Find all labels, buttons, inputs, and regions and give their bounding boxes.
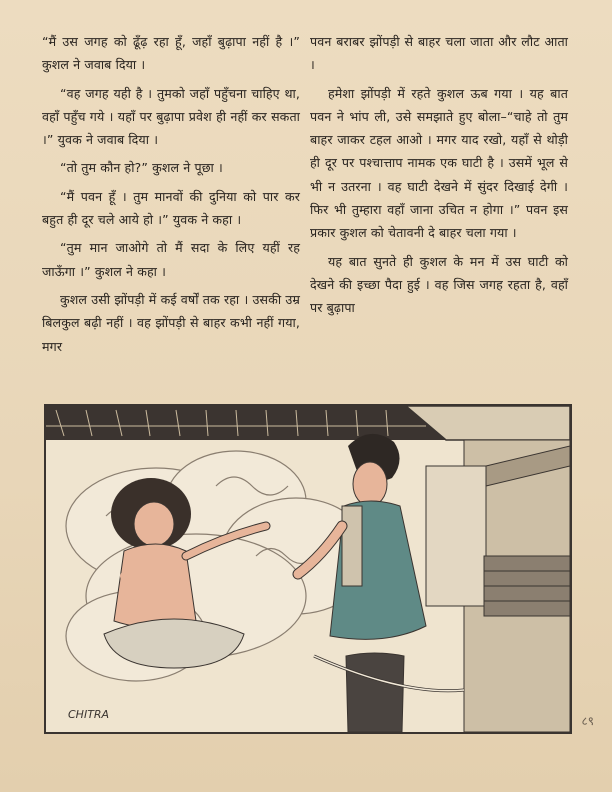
right-text-column [310,30,568,325]
paragraph: “मैं पवन हूँ । तुम मानवों की दुनिया को पार कर बहुत ही दूर चले आये हो ।” युवक ने कहा । [42,188,300,228]
story-illustration [44,404,572,734]
page-number: ८९ [581,714,594,728]
artist-signature: CHITRA [68,708,110,721]
left-text-column [42,30,300,363]
paragraph: हमेशा झोंपड़ी में रहते कुशल ऊब गया । यह बात पवन ने भांप ली, उसे समझाते हुए बोला–“चाहे तो तुम बाहर जाकर टहल आओ । मगर याद रखो, यहाँ से थोड़ी ही दूर पर पश्चात्ताप नामक एक घाटी है । उसमें भूल से भी न उतरना । वह घाटी देखने में सुंदर दिखाई देगी । फिर भी तुम्हारा वहाँ जाना उचित न होगा ।” पवन इस प्रकार कुशल को चेतावनी दे बाहर चला गया । [310,85,568,241]
paragraph: यह बात सुनते ही कुशल के मन में उस घाटी को देखने की इच्छा पैदा हुई । वह जिस जगह रहता है, वहाँ पर बुढ़ापा [310,253,568,316]
hut-interior [426,440,570,732]
paragraph: कुशल उसी झोंपड़ी में कई वर्षों तक रहा । उसकी उम्र बिलकुल बढ़ी नहीं । वह झोंपड़ी से बाहर कभी नहीं गया, मगर [42,291,300,354]
paragraph: “तो तुम कौन हो?” कुशल ने पूछा । [60,160,223,176]
paragraph: “वह जगह यही है । तुमको जहाँ पहुँचना चाहिए था, वहाँ पहुँच गये । यहाँ पर बुढ़ापा प्रवेश ही नहीं कर सकता ।” युवक ने जवाब दिया । [42,85,300,148]
paragraph: पवन बराबर झोंपड़ी से बाहर चला जाता और लौट आता । [310,34,568,73]
illustration-drawing [46,406,570,732]
paragraph: “तुम मान जाओगे तो मैं सदा के लिए यहीं रह जाऊँगा ।” कुशल ने कहा । [42,240,300,279]
paragraph: “मैं उस जगह को ढूँढ़ रहा हूँ, जहाँ बुढ़ापा नहीं है ।” कुशल ने जवाब दिया । [42,34,300,73]
